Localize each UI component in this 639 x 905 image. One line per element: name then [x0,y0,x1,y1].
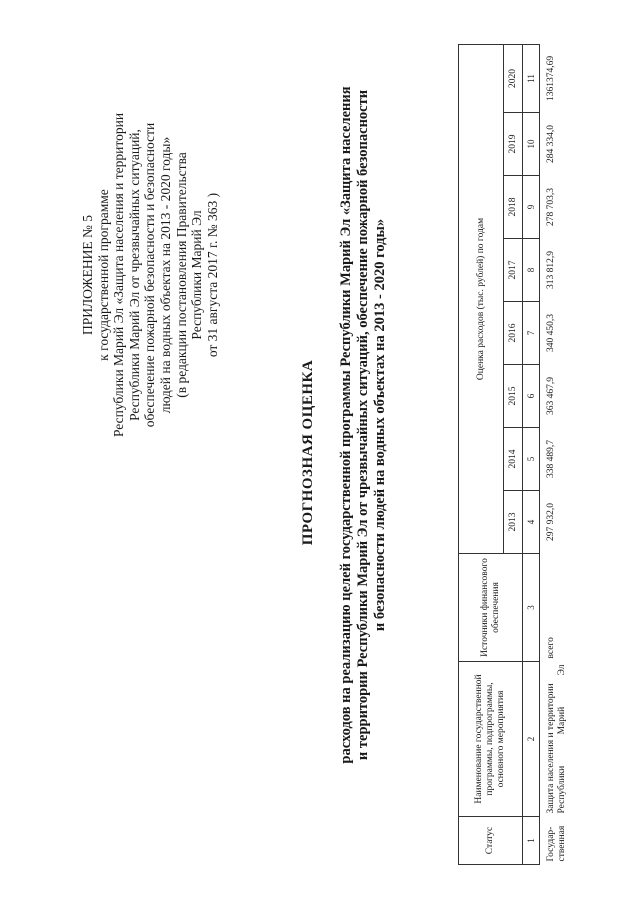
document-title: ПРОГНОЗНАЯ ОЦЕНКА [300,359,316,546]
appendix-line: Республики Марий Эл от чрезвычайных ситуаций, [126,129,142,421]
year-header: 2015 [504,365,523,428]
appendix-line: людей на водных объектах на 2013 - 2020 годы» [157,136,173,414]
column-number: 7 [523,302,540,365]
subtitle-line: и территории Республики Марий Эл от чрезвычайных ситуаций, обеспечение пожарной безопасности [355,89,371,761]
year-header: 2020 [504,44,523,112]
row-value: 340 450,3 [546,314,556,352]
column-number: 4 [523,491,540,554]
column-number: 8 [523,239,540,302]
year-header: 2013 [504,491,523,554]
column-number: 11 [523,44,540,112]
header-status: Статус [459,817,523,865]
row-status: Государ-ственная [546,825,567,862]
subtitle-line: расходов на реализацию целей государственной программы Республики Марий Эл «Защита населения [338,86,354,764]
appendix-line: (в редакции постановления Правительства [173,152,189,398]
column-number: 2 [523,662,540,817]
year-header: 2018 [504,176,523,239]
column-number: 1 [523,817,540,865]
appendix-line: Республики Марий Эл «Защита населения и территории [111,112,127,438]
row-name: Защита населения и территории Республики Марий Эл [546,664,567,814]
column-number: 9 [523,176,540,239]
row-source: всего [546,637,556,659]
appendix-block [80,65,220,485]
column-number: 5 [523,428,540,491]
year-header: 2014 [504,428,523,491]
year-header: 2016 [504,302,523,365]
table-row [540,44,571,864]
year-header: 2019 [504,113,523,176]
row-value: 363 467,9 [546,377,556,415]
row-value: 313 812,9 [546,251,556,289]
row-value: 297 932,0 [546,503,556,541]
row-value: 338 489,7 [546,440,556,478]
column-number: 6 [523,365,540,428]
appendix-line: к государственной программе [95,189,111,361]
appendix-line: от 31 августа 2017 г. № 363 ) [204,192,220,358]
budget-table [458,44,570,865]
appendix-line: ПРИЛОЖЕНИЕ № 5 [80,214,95,336]
appendix-line: Республики Марий Эл [189,210,205,340]
header-estimate: Оценка расходов (тыс. рублей) по годам [459,44,504,553]
subtitle-line: и безопасности людей на водных объектах на 2013 - 2020 годы» [372,218,388,632]
year-header: 2017 [504,239,523,302]
column-number: 10 [523,113,540,176]
row-value: 278 703,3 [546,188,556,226]
document-subtitle [338,45,389,805]
row-value: 284 334,0 [546,125,556,163]
header-name: Наименование государственной программы, подпрограммы, основного мероприятия [459,662,523,817]
row-value: 1361374,69 [546,55,556,102]
column-number: 3 [523,554,540,662]
appendix-line: обеспечение пожарной безопасности и безопасности [142,122,158,428]
header-sources: Источники финансового обеспечения [459,554,523,662]
